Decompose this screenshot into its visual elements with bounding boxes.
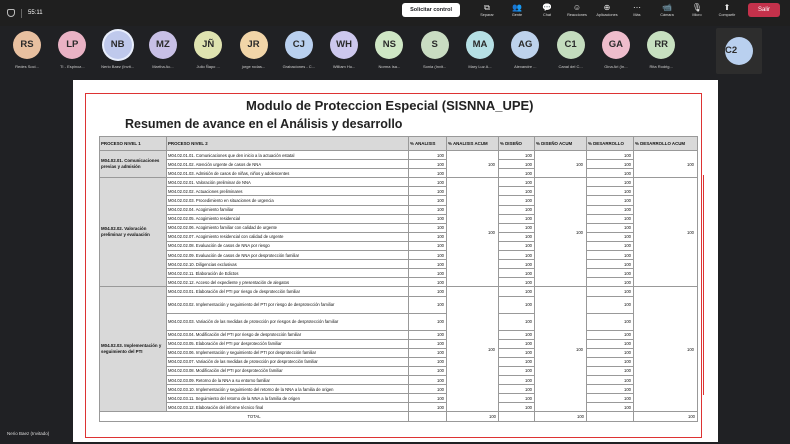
process-level-2: M04.02.02.04. Acogimiento familiar bbox=[167, 205, 409, 214]
avatar: MZ bbox=[149, 31, 177, 59]
percent-cell: 100 bbox=[409, 223, 447, 232]
participant-tile[interactable] bbox=[232, 28, 276, 74]
percent-cell: 100 bbox=[499, 223, 535, 232]
shared-screen bbox=[73, 80, 718, 442]
process-level-2: M04.02.02.10. Diligencias exclusivas bbox=[167, 260, 409, 269]
participant-tile[interactable] bbox=[458, 28, 502, 74]
percent-cell: 100 bbox=[499, 357, 535, 366]
percent-cell: 100 bbox=[499, 366, 535, 375]
percent-cell: 100 bbox=[499, 232, 535, 241]
total-value: 100 bbox=[447, 412, 499, 422]
avatar: JR bbox=[240, 31, 268, 59]
participant-name: Martha Ac... bbox=[152, 64, 174, 69]
process-level-2: M04.02.02.09. Evaluación de casos de NNA por desprotección familiar bbox=[167, 251, 409, 260]
percent-cell: 100 bbox=[409, 313, 447, 330]
column-header: PROCESO NIVEL 1 bbox=[100, 137, 167, 151]
percent-cell: 100 bbox=[409, 269, 447, 278]
process-level-2: M04.02.02.02. Actuaciones preliminares bbox=[167, 187, 409, 196]
process-level-2: M04.02.01.01. Comunicaciones que den inicio a la actuación estatal bbox=[167, 151, 409, 160]
participant-tile[interactable] bbox=[186, 28, 230, 74]
accumulated-cell: 100 bbox=[535, 178, 587, 287]
percent-cell: 100 bbox=[587, 232, 634, 241]
total-row bbox=[100, 412, 698, 422]
percent-cell: 100 bbox=[409, 241, 447, 250]
button-label: Separar bbox=[480, 13, 494, 17]
meeting-toolbar bbox=[0, 0, 790, 26]
percent-cell: 100 bbox=[587, 385, 634, 394]
percent-cell: 100 bbox=[409, 394, 447, 403]
avatar: C1 bbox=[557, 31, 585, 59]
blank-cell bbox=[409, 412, 447, 422]
percent-cell: 100 bbox=[499, 348, 535, 357]
process-level-2: M04.02.03.01. Elaboración del PTI por riesgo de desprotección familiar bbox=[167, 287, 409, 296]
percent-cell: 100 bbox=[587, 287, 634, 296]
participant-tile[interactable] bbox=[5, 28, 49, 74]
process-level-2: M04.02.03.08. Modificación del PTI por desprotección familiar bbox=[167, 366, 409, 375]
percent-cell: 100 bbox=[499, 394, 535, 403]
process-level-2: M04.02.02.08. Evaluación de casos de NNA por riesgo bbox=[167, 241, 409, 250]
avatar: CJ bbox=[285, 31, 313, 59]
participant-tile[interactable] bbox=[50, 28, 94, 74]
process-level-2: M04.02.02.03. Procedimiento en situaciones de urgencia bbox=[167, 196, 409, 205]
participant-name: Rita Rodrig... bbox=[649, 64, 673, 69]
process-level-2: M04.02.02.12. Acceso del expediente y presentación de alegatos bbox=[167, 278, 409, 287]
table-row bbox=[100, 394, 698, 403]
percent-cell: 100 bbox=[587, 296, 634, 313]
percent-cell: 100 bbox=[409, 385, 447, 394]
participant-name: Canal del C... bbox=[558, 64, 583, 69]
percent-cell: 100 bbox=[587, 357, 634, 366]
avatar: NB bbox=[104, 31, 132, 59]
percent-cell: 100 bbox=[587, 187, 634, 196]
table-row bbox=[100, 205, 698, 214]
participant-name: Julio Ñapo ... bbox=[196, 64, 220, 69]
process-level-2: M04.02.02.11. Elaboración de Edictos bbox=[167, 269, 409, 278]
chat-button[interactable] bbox=[534, 3, 560, 17]
percent-cell: 100 bbox=[499, 178, 535, 187]
camera-icon: 📹 bbox=[662, 3, 672, 12]
accumulated-cell: 100 bbox=[447, 287, 499, 412]
avatar: NS bbox=[375, 31, 403, 59]
table-row bbox=[100, 385, 698, 394]
percent-cell: 100 bbox=[409, 348, 447, 357]
percent-cell: 100 bbox=[499, 385, 535, 394]
percent-cell: 100 bbox=[587, 205, 634, 214]
table-row bbox=[100, 269, 698, 278]
button-label: Compartir bbox=[718, 13, 736, 17]
total-value: 100 bbox=[634, 412, 698, 422]
avatar: RR bbox=[647, 31, 675, 59]
table-row bbox=[100, 214, 698, 223]
c-mara-button[interactable] bbox=[654, 3, 680, 17]
participant-tile[interactable] bbox=[96, 28, 140, 74]
table-row bbox=[100, 160, 698, 169]
percent-cell: 100 bbox=[409, 205, 447, 214]
percent-cell: 100 bbox=[499, 287, 535, 296]
avatar: S bbox=[421, 31, 449, 59]
percent-cell: 100 bbox=[499, 375, 535, 384]
table-row bbox=[100, 296, 698, 313]
pop-out-icon: ⧉ bbox=[484, 3, 490, 12]
process-level-2: M04.02.02.01. Valoración preliminar de NNA bbox=[167, 178, 409, 187]
process-level-2: M04.02.03.10. Implementación y seguimiento del retorno de la NNA a la familia de origen bbox=[167, 385, 409, 394]
percent-cell: 100 bbox=[587, 169, 634, 178]
table-row bbox=[100, 375, 698, 384]
process-level-2: M04.02.03.06. Implementación y seguimiento del PTI por desprotección familiar bbox=[167, 348, 409, 357]
table-row bbox=[100, 403, 698, 412]
blank-cell bbox=[499, 412, 535, 422]
percent-cell: 100 bbox=[587, 214, 634, 223]
process-level-2: M04.02.03.02. Implementación y seguimiento del PTI por riesgo de desprotección familiar bbox=[167, 296, 409, 313]
reacciones-button[interactable] bbox=[564, 3, 590, 17]
process-level-2: M04.02.01.02. Atención urgente de casos de NNA bbox=[167, 160, 409, 169]
request-control-button[interactable]: Solicitar control bbox=[402, 3, 460, 17]
participant-tile[interactable] bbox=[639, 28, 683, 74]
percent-cell: 100 bbox=[499, 313, 535, 330]
percent-cell: 100 bbox=[587, 178, 634, 187]
participant-tile[interactable] bbox=[413, 28, 457, 74]
column-header: % DISEÑO ACUM bbox=[535, 137, 587, 151]
separar-button[interactable] bbox=[474, 3, 500, 17]
blank-cell bbox=[587, 412, 634, 422]
process-level-2: M04.02.03.11. Seguimiento del retorno de la NNA a la familia de origen bbox=[167, 394, 409, 403]
percent-cell: 100 bbox=[499, 169, 535, 178]
more-icon: ⋯ bbox=[632, 3, 641, 12]
percent-cell: 100 bbox=[587, 348, 634, 357]
column-header: % DESARROLLO bbox=[587, 137, 634, 151]
percent-cell: 100 bbox=[409, 196, 447, 205]
percent-cell: 100 bbox=[499, 403, 535, 412]
percent-cell: 100 bbox=[409, 287, 447, 296]
percent-cell: 100 bbox=[409, 366, 447, 375]
table-row bbox=[100, 330, 698, 339]
column-header: % DESARROLLO ACUM bbox=[634, 137, 698, 151]
process-level-2: M04.02.03.03. Variación de las medidas de protección por riesgos de desprotección familiar bbox=[167, 313, 409, 330]
avatar: WH bbox=[330, 31, 358, 59]
avatar: LP bbox=[58, 31, 86, 59]
process-level-1: M04.02.02. Valoración preliminar y evaluación bbox=[100, 178, 167, 287]
share-icon: ⬆ bbox=[723, 3, 731, 12]
percent-cell: 100 bbox=[499, 205, 535, 214]
percent-cell: 100 bbox=[499, 278, 535, 287]
percent-cell: 100 bbox=[499, 330, 535, 339]
percent-cell: 100 bbox=[499, 269, 535, 278]
percent-cell: 100 bbox=[499, 241, 535, 250]
percent-cell: 100 bbox=[587, 151, 634, 160]
percent-cell: 100 bbox=[587, 160, 634, 169]
table-row bbox=[100, 260, 698, 269]
button-label: Micro bbox=[692, 13, 702, 17]
participant-tile[interactable] bbox=[141, 28, 185, 74]
participant-tile[interactable] bbox=[367, 28, 411, 74]
percent-cell: 100 bbox=[499, 196, 535, 205]
participant-name: Redes Soci... bbox=[15, 64, 39, 69]
participant-name: Norma Isa... bbox=[378, 64, 401, 69]
column-header: % ANALISIS bbox=[409, 137, 447, 151]
participant-tile[interactable] bbox=[594, 28, 638, 74]
participant-name: Grabaciones - C... bbox=[282, 64, 316, 69]
process-level-2: M04.02.02.06. Acogimiento familiar con calidad de urgente bbox=[167, 223, 409, 232]
progress-table bbox=[99, 136, 698, 422]
table-row bbox=[100, 348, 698, 357]
accumulated-cell: 100 bbox=[634, 151, 698, 178]
avatar: AG bbox=[511, 31, 539, 59]
aplicaciones-button[interactable] bbox=[594, 3, 620, 17]
button-label: Aplicaciones bbox=[596, 13, 618, 17]
participant-name: William Hu... bbox=[332, 64, 356, 69]
accumulated-cell: 100 bbox=[447, 178, 499, 287]
process-level-2: M04.02.03.04. Modificación del PTI por riesgo de desprotección familiar bbox=[167, 330, 409, 339]
participant-name: jorge rodas... bbox=[241, 64, 266, 69]
leave-button[interactable]: Salir bbox=[748, 3, 780, 17]
micro-button[interactable] bbox=[684, 3, 710, 17]
document-subtitle: Resumen de avance en el Análisis y desarrollo bbox=[125, 117, 403, 131]
percent-cell: 100 bbox=[587, 251, 634, 260]
percent-cell: 100 bbox=[409, 214, 447, 223]
avatar: RS bbox=[13, 31, 41, 59]
table-row bbox=[100, 251, 698, 260]
column-header: % DISEÑO bbox=[499, 137, 535, 151]
avatar: GA bbox=[602, 31, 630, 59]
percent-cell: 100 bbox=[409, 169, 447, 178]
percent-cell: 100 bbox=[409, 260, 447, 269]
participants-strip bbox=[0, 26, 790, 76]
percent-cell: 100 bbox=[587, 196, 634, 205]
table-row bbox=[100, 241, 698, 250]
percent-cell: 100 bbox=[499, 187, 535, 196]
percent-cell: 100 bbox=[499, 214, 535, 223]
percent-cell: 100 bbox=[587, 339, 634, 348]
m-s-button[interactable] bbox=[624, 3, 650, 17]
participant-name: Nerio Baez (Invit... bbox=[101, 64, 135, 69]
participant-name: TI - Espinoz... bbox=[59, 64, 85, 69]
document-title: Modulo de Proteccion Especial (SISNNA_UPE) bbox=[246, 98, 534, 113]
accumulated-cell: 100 bbox=[634, 287, 698, 412]
participant-name: Sonia (Invit... bbox=[423, 64, 447, 69]
percent-cell: 100 bbox=[587, 375, 634, 384]
percent-cell: 100 bbox=[409, 296, 447, 313]
percent-cell: 100 bbox=[409, 187, 447, 196]
percent-cell: 100 bbox=[409, 232, 447, 241]
table-row bbox=[100, 196, 698, 205]
compartir-button[interactable] bbox=[714, 3, 740, 17]
percent-cell: 100 bbox=[587, 330, 634, 339]
people-icon: 👥 bbox=[512, 3, 522, 12]
button-label: Gente bbox=[511, 13, 523, 17]
column-header: PROCESO NIVEL 2 bbox=[167, 137, 409, 151]
process-level-1: M04.02.03. Implementación y seguimiento del PTI bbox=[100, 287, 167, 412]
table-row bbox=[100, 169, 698, 178]
percent-cell: 100 bbox=[409, 330, 447, 339]
percent-cell: 100 bbox=[409, 339, 447, 348]
process-level-2: M04.02.03.09. Retorno de la NNA a su entorno familiar bbox=[167, 375, 409, 384]
process-level-2: M04.02.03.05. Elaboración del PTI por desprotección familiar bbox=[167, 339, 409, 348]
process-level-2: M04.02.03.07. Variación de las medidas de protección por desprotección familiar bbox=[167, 357, 409, 366]
percent-cell: 100 bbox=[587, 394, 634, 403]
button-label: Reacciones bbox=[567, 13, 587, 17]
percent-cell: 100 bbox=[409, 178, 447, 187]
red-line bbox=[703, 175, 704, 395]
table-row bbox=[100, 187, 698, 196]
process-level-2: M04.02.02.07. Acogimiento residencial con calidad de urgente bbox=[167, 232, 409, 241]
process-level-2: M04.02.01.03. Admisión de casos de niñas, niños y adolescentes bbox=[167, 169, 409, 178]
participant-name: Mary Luz A... bbox=[468, 64, 492, 69]
button-label: Chat bbox=[542, 13, 551, 17]
percent-cell: 100 bbox=[587, 366, 634, 375]
percent-cell: 100 bbox=[499, 339, 535, 348]
percent-cell: 100 bbox=[409, 160, 447, 169]
table-row bbox=[100, 339, 698, 348]
table-row bbox=[100, 223, 698, 232]
shield-icon bbox=[7, 9, 15, 17]
participant-name: Alexandre ... bbox=[514, 64, 537, 69]
percent-cell: 100 bbox=[587, 403, 634, 412]
percent-cell: 100 bbox=[409, 251, 447, 260]
apps-icon: ⊕ bbox=[603, 3, 611, 12]
avatar: JÑ bbox=[194, 31, 222, 59]
column-header: % ANALISIS ACUM bbox=[447, 137, 499, 151]
avatar: C2 bbox=[725, 37, 753, 65]
participant-name: Gina Ari (In... bbox=[604, 64, 628, 69]
table-row bbox=[100, 313, 698, 330]
avatar: MA bbox=[466, 31, 494, 59]
divider bbox=[21, 9, 22, 18]
percent-cell: 100 bbox=[409, 403, 447, 412]
table-row bbox=[100, 232, 698, 241]
percent-cell: 100 bbox=[409, 357, 447, 366]
percent-cell: 100 bbox=[587, 241, 634, 250]
percent-cell: 100 bbox=[587, 223, 634, 232]
accumulated-cell: 100 bbox=[447, 151, 499, 178]
meeting-timer: 55:11 bbox=[28, 10, 43, 16]
microphone-icon: 🎙 bbox=[691, 3, 703, 12]
percent-cell: 100 bbox=[409, 151, 447, 160]
percent-cell: 100 bbox=[499, 260, 535, 269]
percent-cell: 100 bbox=[587, 269, 634, 278]
table-row bbox=[100, 178, 698, 187]
percent-cell: 100 bbox=[499, 296, 535, 313]
accumulated-cell: 100 bbox=[535, 287, 587, 412]
percent-cell: 100 bbox=[499, 251, 535, 260]
percent-cell: 100 bbox=[409, 375, 447, 384]
process-level-2: M04.02.03.12. Elaboración del informe técnico final bbox=[167, 403, 409, 412]
button-label: Más bbox=[633, 13, 641, 17]
percent-cell: 100 bbox=[409, 278, 447, 287]
self-name-label: Nerio Baez (Invitado) bbox=[7, 431, 50, 436]
percent-cell: 100 bbox=[587, 260, 634, 269]
table-row bbox=[100, 357, 698, 366]
percent-cell: 100 bbox=[587, 278, 634, 287]
reactions-icon: ☺ bbox=[572, 3, 582, 12]
table-row bbox=[100, 278, 698, 287]
participant-tile[interactable] bbox=[322, 28, 366, 74]
percent-cell: 100 bbox=[499, 151, 535, 160]
total-label: TOTAL bbox=[100, 412, 409, 422]
table-row bbox=[100, 287, 698, 296]
participant-tile-c2[interactable] bbox=[716, 28, 762, 74]
accumulated-cell: 100 bbox=[634, 178, 698, 287]
process-level-1: M04.02.01. Comunicaciones previas y admisión bbox=[100, 151, 167, 178]
accumulated-cell: 100 bbox=[535, 151, 587, 178]
participant-tile[interactable] bbox=[549, 28, 593, 74]
table-row bbox=[100, 151, 698, 160]
chat-icon: 💬 bbox=[542, 3, 552, 12]
percent-cell: 100 bbox=[499, 160, 535, 169]
button-label: Cámara bbox=[660, 13, 674, 17]
total-value: 100 bbox=[535, 412, 587, 422]
participant-tile[interactable] bbox=[503, 28, 547, 74]
participant-tile[interactable] bbox=[277, 28, 321, 74]
gente-button[interactable] bbox=[504, 3, 530, 17]
percent-cell: 100 bbox=[587, 313, 634, 330]
process-level-2: M04.02.02.05. Acogimiento residencial bbox=[167, 214, 409, 223]
table-row bbox=[100, 366, 698, 375]
